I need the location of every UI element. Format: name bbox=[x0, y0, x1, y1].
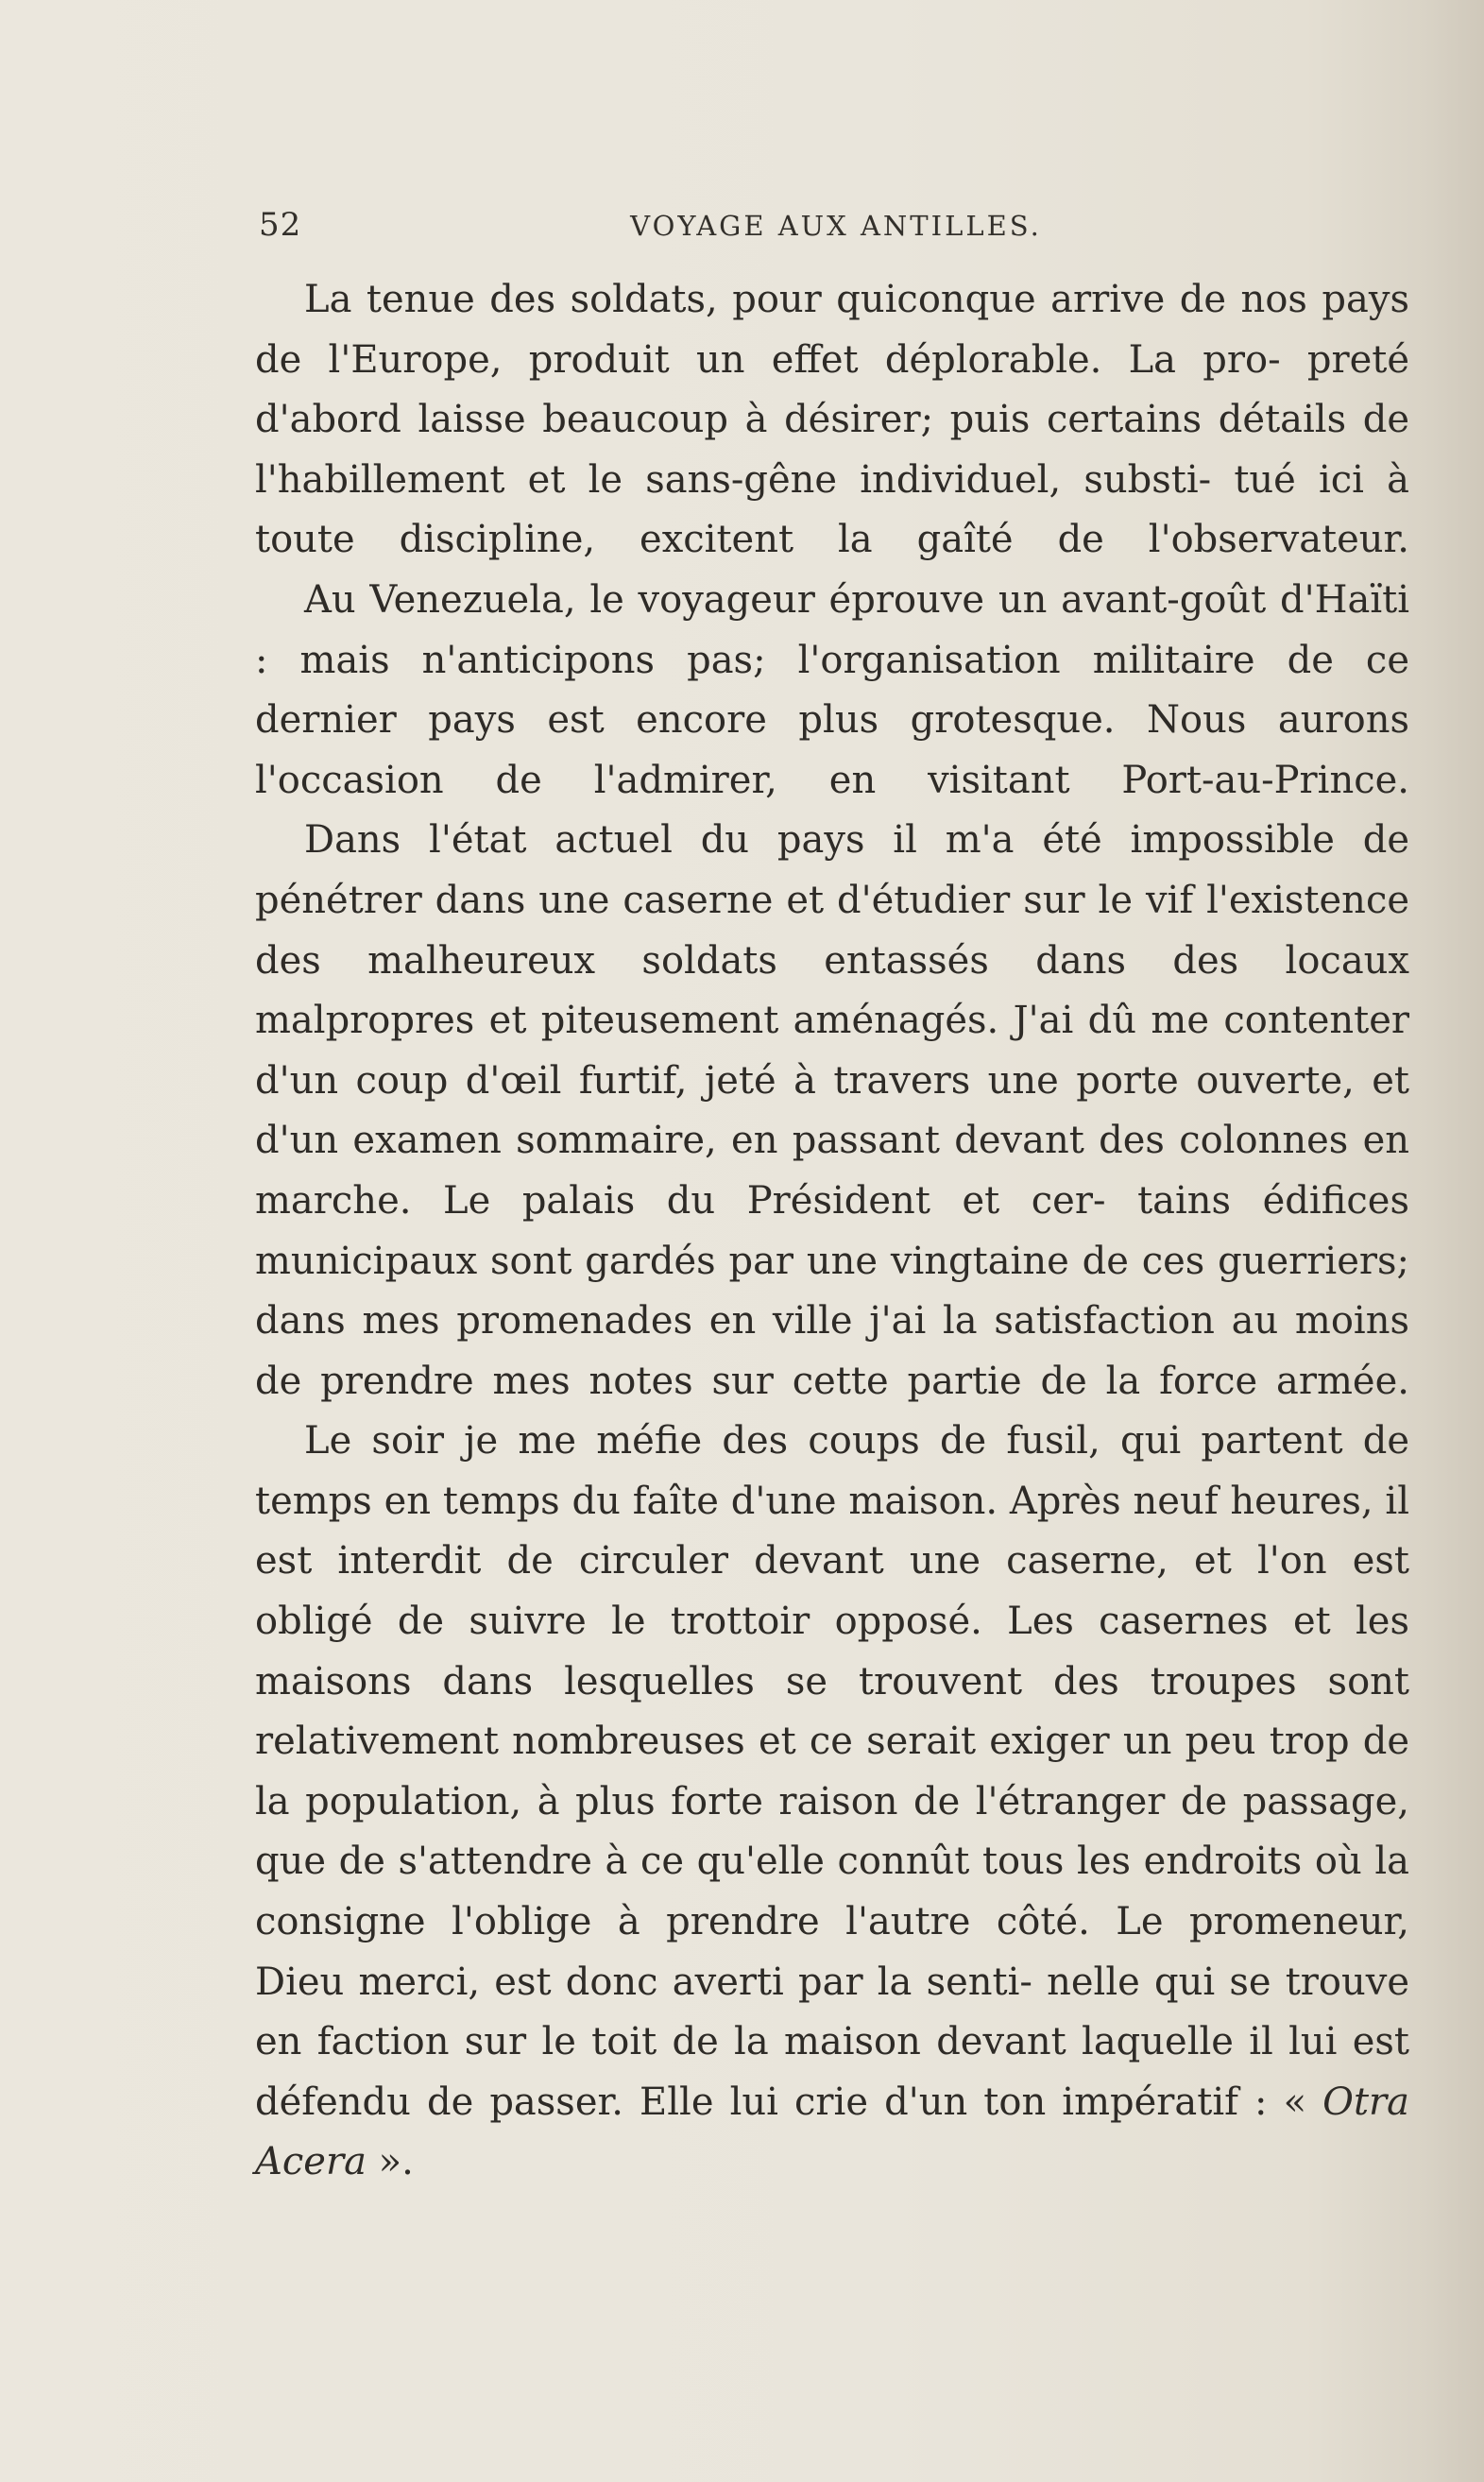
text-line: de ces guerriers; dans mes promenades en ville j'ai la bbox=[255, 1239, 1410, 1344]
text-line: contenter d'un coup d'œil furtif, jeté à travers une porte bbox=[255, 999, 1409, 1103]
text-line: temps en temps du faîte d'une maison. Après neuf bbox=[255, 1479, 1219, 1523]
text-line: satisfaction au moins de prendre mes notes sur cette bbox=[255, 1299, 1409, 1403]
text-line: des colonnes en marche. Le palais du Président et cer- bbox=[255, 1119, 1410, 1223]
paragraph-3 bbox=[255, 811, 1409, 1412]
paragraph-4 bbox=[255, 1412, 1409, 2193]
text-line: trop de la population, à plus forte raison de l'étranger de bbox=[255, 1720, 1410, 1823]
paragraph-1 bbox=[255, 270, 1409, 571]
text-line: partie de la force armée. bbox=[907, 1359, 1409, 1403]
body-text bbox=[255, 270, 1409, 2193]
page-number: 52 bbox=[259, 206, 302, 244]
text-line: Dans l'état actuel du pays il m'a été impossible de bbox=[304, 818, 1409, 863]
text-line: l'existence des malheureux soldats entassés dans des bbox=[255, 878, 1410, 983]
paragraph-2 bbox=[255, 571, 1409, 811]
text-line: d'Haïti : mais n'anticipons pas; l'organisation militaire bbox=[255, 577, 1409, 682]
text-line: locaux malpropres et piteusement aménagés. J'ai dû me bbox=[255, 938, 1409, 1043]
text-line: ouverte, et d'un examen sommaire, en passant devant bbox=[255, 1058, 1410, 1163]
text-line: preté d'abord laisse beaucoup à désirer; puis certains bbox=[255, 337, 1409, 442]
text-line: pays de l'Europe, produit un effet déplorable. La pro- bbox=[255, 278, 1409, 382]
text-line: tué ici à toute discipline, excitent la gaîté de l'observateur. bbox=[255, 457, 1409, 562]
text-line: La tenue des soldats, pour quiconque arrive de nos bbox=[304, 278, 1307, 321]
book-title: VOYAGE AUX ANTILLES. bbox=[630, 210, 1042, 242]
text-line: de ce dernier pays est encore plus grotesque. Nous aurons bbox=[255, 638, 1409, 743]
text-line: et les maisons dans lesquelles se trouvent des troupes bbox=[255, 1600, 1409, 1703]
text-line: tains édifices municipaux sont gardés par une vingtaine bbox=[255, 1178, 1409, 1283]
italic-phrase: Otra Acera bbox=[255, 2080, 1409, 2184]
final-line-prefix: d'un ton impératif : « bbox=[884, 2080, 1323, 2124]
text-line: détails de l'habillement et le sans-gêne individuel, substi- bbox=[255, 398, 1409, 502]
final-line-suffix: ». bbox=[366, 2140, 414, 2184]
text-line: Le promeneur, Dieu merci, est donc averti par la senti- bbox=[255, 1900, 1409, 2004]
text-line: devant laquelle il lui est défendu de passer. Elle lui crie bbox=[255, 2020, 1409, 2124]
text-line: heures, il est interdit de circuler devant une caserne, et bbox=[255, 1479, 1410, 1583]
text-line: endroits où la consigne l'oblige à prendre l'autre côté. bbox=[255, 1840, 1409, 1944]
text-line: sont relativement nombreuses et ce serait exiger un peu bbox=[255, 1659, 1409, 1764]
text-line: nelle qui se trouve en faction sur le toit de la maison bbox=[255, 1960, 1410, 2064]
text-line: l'on est obligé de suivre le trottoir opposé. Les casernes bbox=[255, 1539, 1410, 1644]
running-head bbox=[259, 206, 1413, 251]
text-line: Au Venezuela, le voyageur éprouve un avant-goût bbox=[304, 577, 1267, 622]
text-line: l'occasion de l'admirer, en visitant Port-au-Prince. bbox=[255, 758, 1409, 802]
text-line: Le soir je me méfie des coups de fusil, qui partent de bbox=[304, 1419, 1409, 1464]
text-line: passage, que de s'attendre à ce qu'elle connût tous les bbox=[255, 1779, 1410, 1884]
text-line: pénétrer dans une caserne et d'étudier sur le vif bbox=[255, 878, 1194, 922]
